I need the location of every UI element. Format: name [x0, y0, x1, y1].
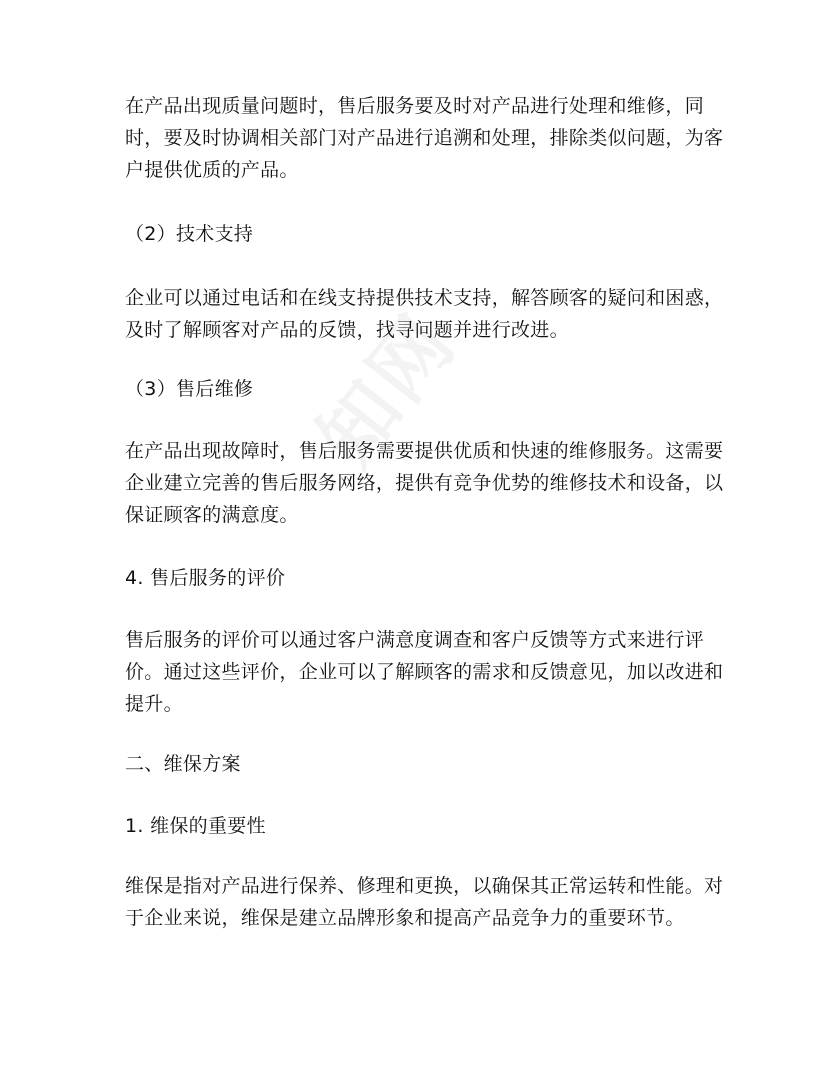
paragraph-service-evaluation: 售后服务的评价可以通过客户满意度调查和客户反馈等方式来进行评价。通过这些评价，企业可以了解顾客的需求和反馈意见，加以改进和提升。 [125, 629, 724, 715]
heading-maintenance-plan: 二、维保方案 [125, 753, 241, 775]
heading-after-sales-repair: （3）售后维修 [125, 378, 254, 400]
heading-maintenance-importance: 1. 维保的重要性 [125, 815, 266, 837]
heading-technical-support: （2）技术支持 [125, 223, 254, 245]
paragraph-after-sales-repair: 在产品出现故障时，售后服务需要提供优质和快速的维修服务。这需要企业建立完善的售后服务网络，提供有竞争优势的维修技术和设备，以保证顾客的满意度。 [125, 440, 724, 526]
paragraph-quality-handling: 在产品出现质量问题时，售后服务要及时对产品进行处理和维修，同时，要及时协调相关部门对产品进行追溯和处理，排除类似问题，为客户提供优质的产品。 [125, 95, 724, 181]
paragraph-technical-support: 企业可以通过电话和在线支持提供技术支持，解答顾客的疑问和困惑，及时了解顾客对产品的反馈，找寻问题并进行改进。 [125, 287, 724, 341]
paragraph-maintenance-importance: 维保是指对产品进行保养、修理和更换，以确保其正常运转和性能。对于企业来说，维保是建立品牌形象和提高产品竞争力的重要环节。 [125, 875, 724, 929]
heading-service-evaluation: 4. 售后服务的评价 [125, 567, 286, 589]
